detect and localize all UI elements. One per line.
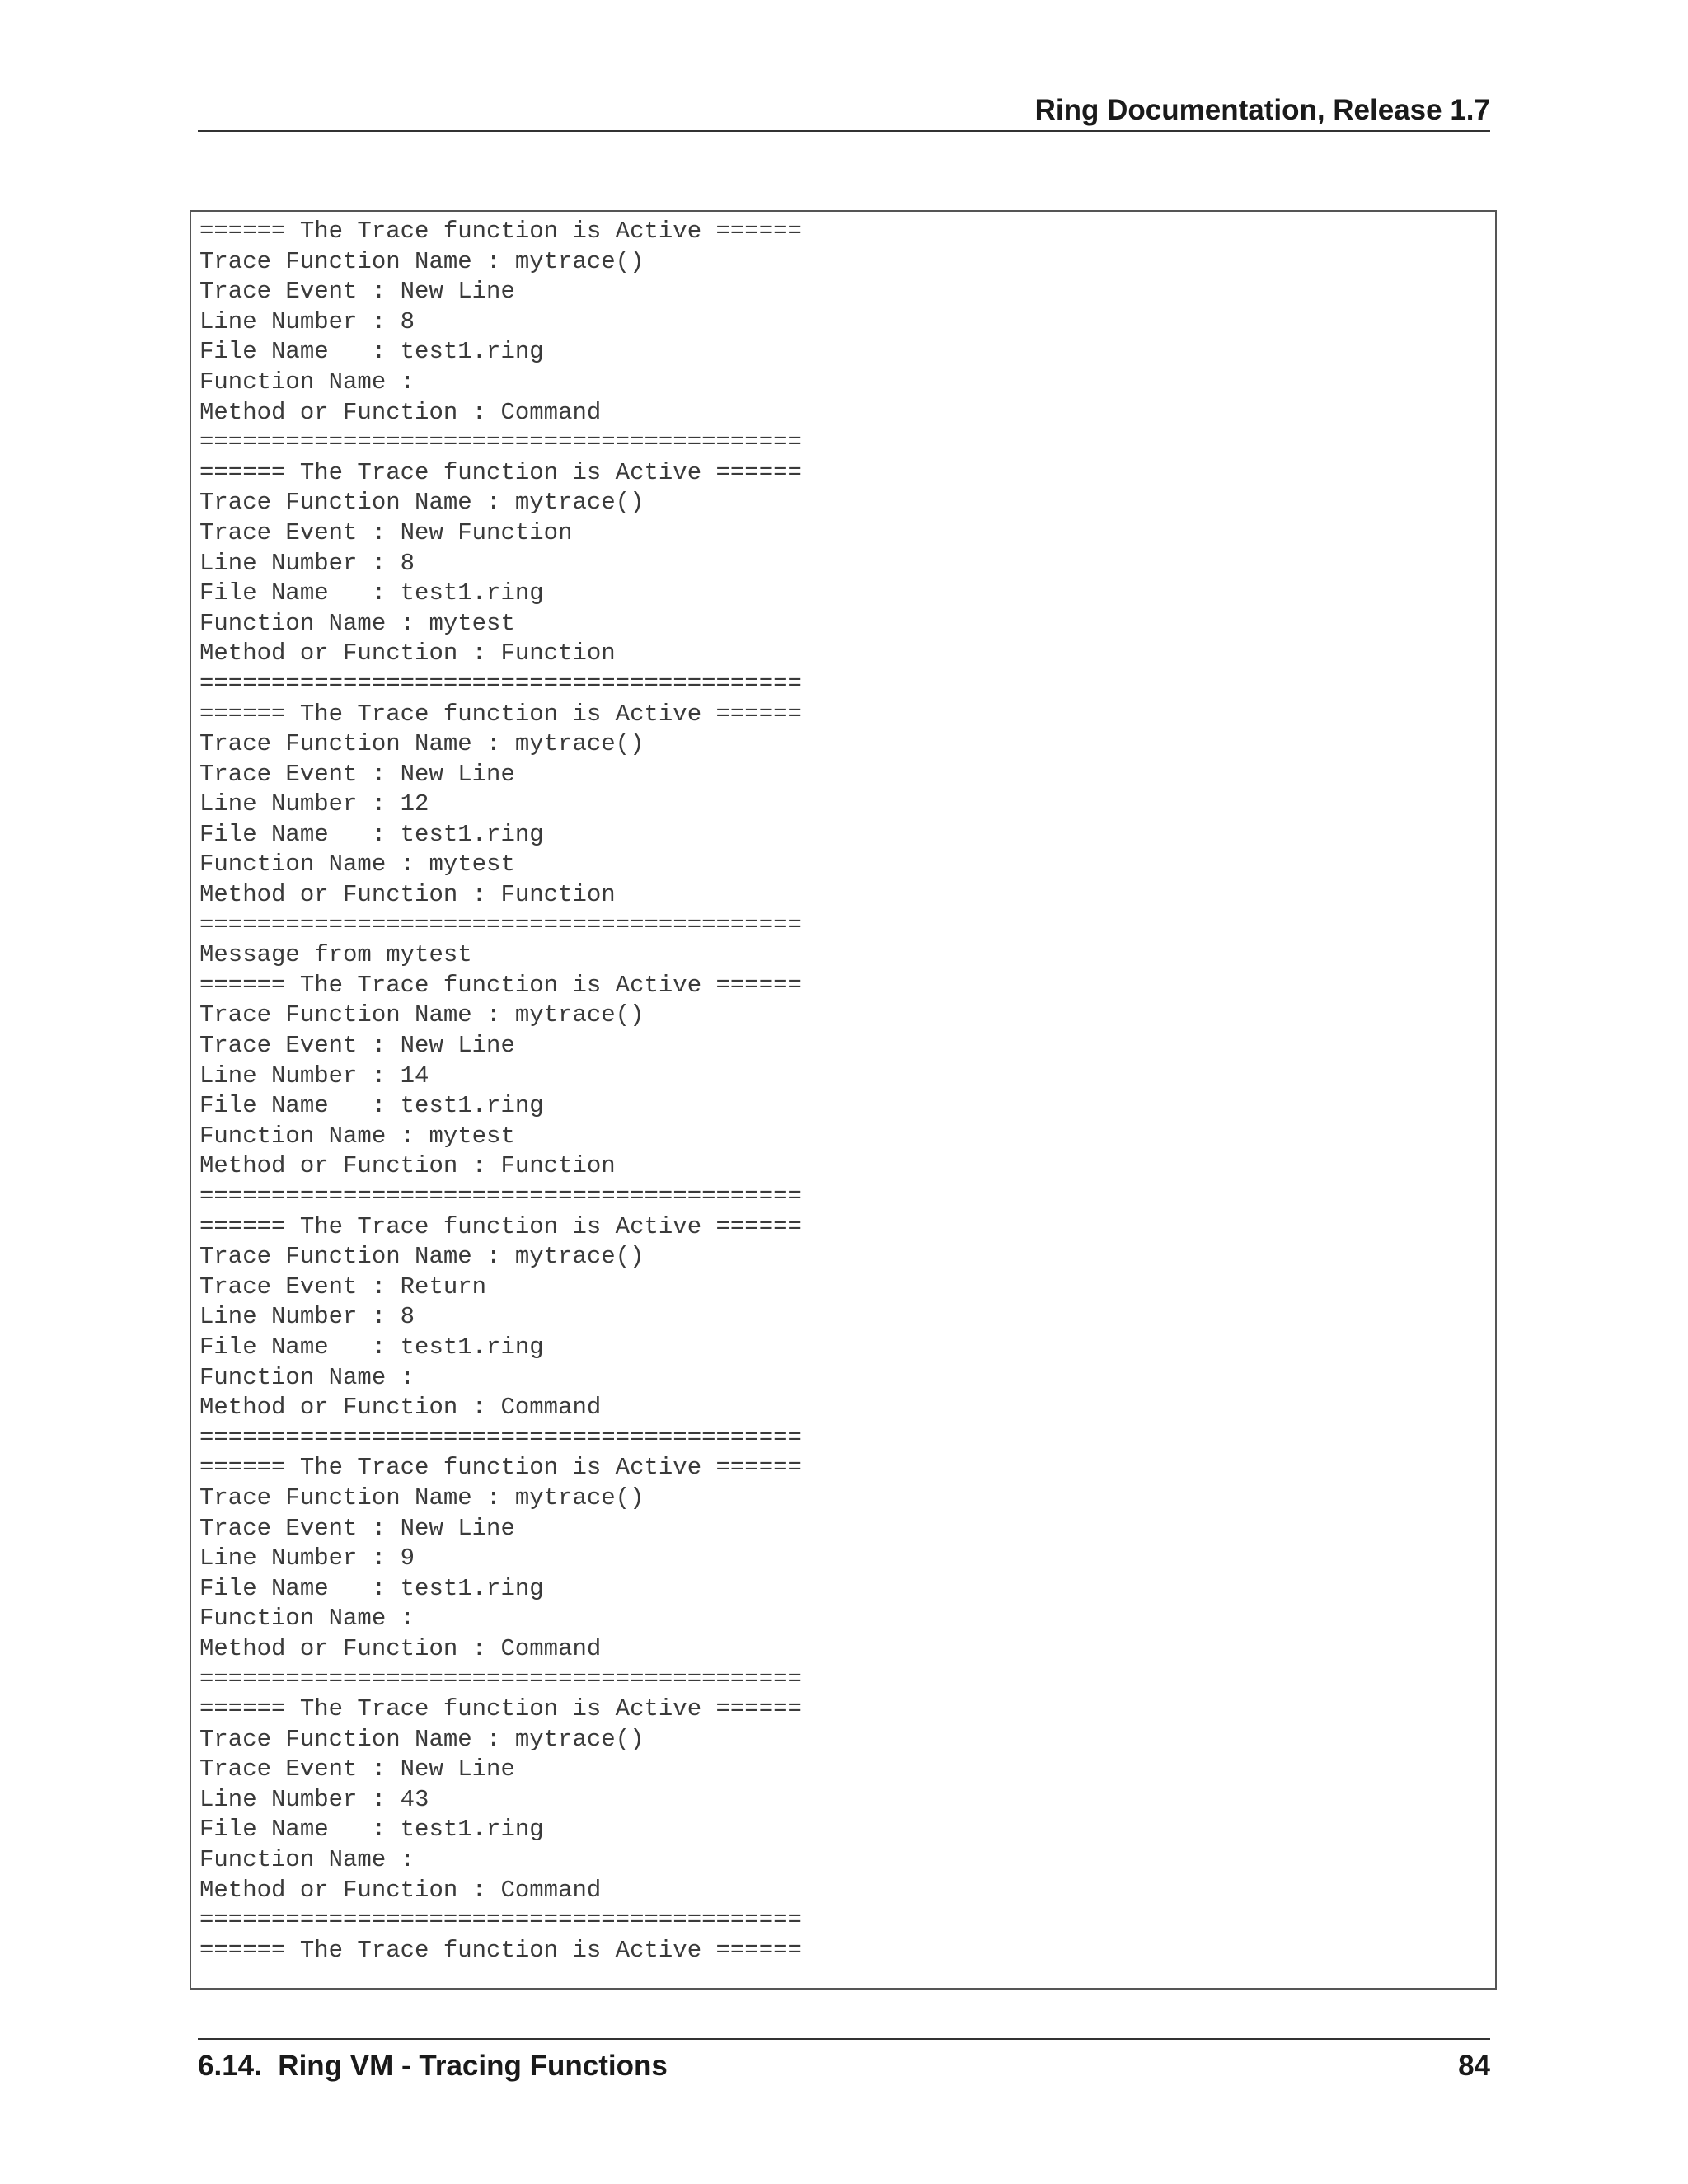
code-line: ====== The Trace function is Active ====== xyxy=(199,218,802,245)
code-line: ========================================== xyxy=(199,911,802,939)
code-line: ========================================== xyxy=(199,429,802,457)
code-line: Function Name : mytest xyxy=(199,851,515,879)
code-line: Function Name : mytest xyxy=(199,1122,515,1150)
code-line: Line Number : 43 xyxy=(199,1785,429,1813)
code-line: Trace Event : New Line xyxy=(199,1032,515,1060)
code-line: ====== The Trace function is Active ====== xyxy=(199,700,802,728)
code-line: Function Name : xyxy=(199,1363,415,1391)
code-line: Line Number : 14 xyxy=(199,1062,429,1090)
code-line: ====== The Trace function is Active ====== xyxy=(199,458,802,486)
code-line: File Name : test1.ring xyxy=(199,579,544,607)
code-lines xyxy=(199,217,802,1966)
code-line: Trace Function Name : mytrace() xyxy=(199,730,645,758)
code-line: Function Name : xyxy=(199,368,415,396)
code-line: Trace Event : New Line xyxy=(199,1755,515,1783)
code-line: ========================================== xyxy=(199,1906,802,1934)
code-line: ========================================== xyxy=(199,1665,802,1693)
code-line: Function Name : xyxy=(199,1605,415,1633)
code-line: ========================================== xyxy=(199,669,802,697)
code-line: File Name : test1.ring xyxy=(199,820,544,848)
code-line: ====== The Trace function is Active ====== xyxy=(199,1212,802,1240)
code-line: Trace Function Name : mytrace() xyxy=(199,489,645,517)
code-line: Method or Function : Command xyxy=(199,1394,602,1422)
code-line: Method or Function : Function xyxy=(199,640,616,668)
code-line: ====== The Trace function is Active ====== xyxy=(199,1695,802,1723)
code-line: Trace Function Name : mytrace() xyxy=(199,1725,645,1753)
document-title: Ring Documentation, Release 1.7 xyxy=(1034,94,1490,126)
code-line: File Name : test1.ring xyxy=(199,1333,544,1361)
code-line: Trace Function Name : mytrace() xyxy=(199,1001,645,1029)
code-line: Method or Function : Command xyxy=(199,1876,602,1904)
code-line: Trace Event : New Line xyxy=(199,278,515,306)
code-line: Method or Function : Function xyxy=(199,881,616,909)
code-line: Trace Function Name : mytrace() xyxy=(199,1243,645,1271)
code-line: Line Number : 8 xyxy=(199,307,415,335)
code-line: Function Name : xyxy=(199,1846,415,1874)
code-line: Line Number : 9 xyxy=(199,1544,415,1572)
page-number: 84 xyxy=(1458,2050,1490,2082)
section-title: 6.14. Ring VM - Tracing Functions xyxy=(198,2050,668,2082)
code-line: Trace Event : New Function xyxy=(199,518,573,546)
code-line: Method or Function : Command xyxy=(199,1634,602,1662)
code-line: ========================================== xyxy=(199,1183,802,1210)
code-line: ====== The Trace function is Active ====== xyxy=(199,1936,802,1964)
code-line: File Name : test1.ring xyxy=(199,1092,544,1120)
code-line: File Name : test1.ring xyxy=(199,1816,544,1844)
code-line: ========================================== xyxy=(199,1423,802,1451)
code-line: Trace Event : Return xyxy=(199,1272,487,1301)
code-line: File Name : test1.ring xyxy=(199,338,544,366)
code-line: Function Name : mytest xyxy=(199,609,515,637)
code-line: Method or Function : Command xyxy=(199,398,602,426)
code-line: ====== The Trace function is Active ====== xyxy=(199,1454,802,1482)
page-footer xyxy=(198,2038,1490,2089)
code-line: Line Number : 8 xyxy=(199,549,415,577)
code-line: Line Number : 8 xyxy=(199,1303,415,1331)
code-line: Message from mytest xyxy=(199,941,472,969)
code-line: Trace Event : New Line xyxy=(199,1514,515,1542)
code-line: Trace Event : New Line xyxy=(199,760,515,788)
code-line: Method or Function : Function xyxy=(199,1152,616,1180)
code-line: Line Number : 12 xyxy=(199,790,429,818)
code-line: Trace Function Name : mytrace() xyxy=(199,1483,645,1511)
code-line: ====== The Trace function is Active ====== xyxy=(199,971,802,999)
code-line: File Name : test1.ring xyxy=(199,1574,544,1602)
code-line: Trace Function Name : mytrace() xyxy=(199,247,645,275)
code-block xyxy=(190,210,1497,1990)
page-header xyxy=(198,91,1490,132)
